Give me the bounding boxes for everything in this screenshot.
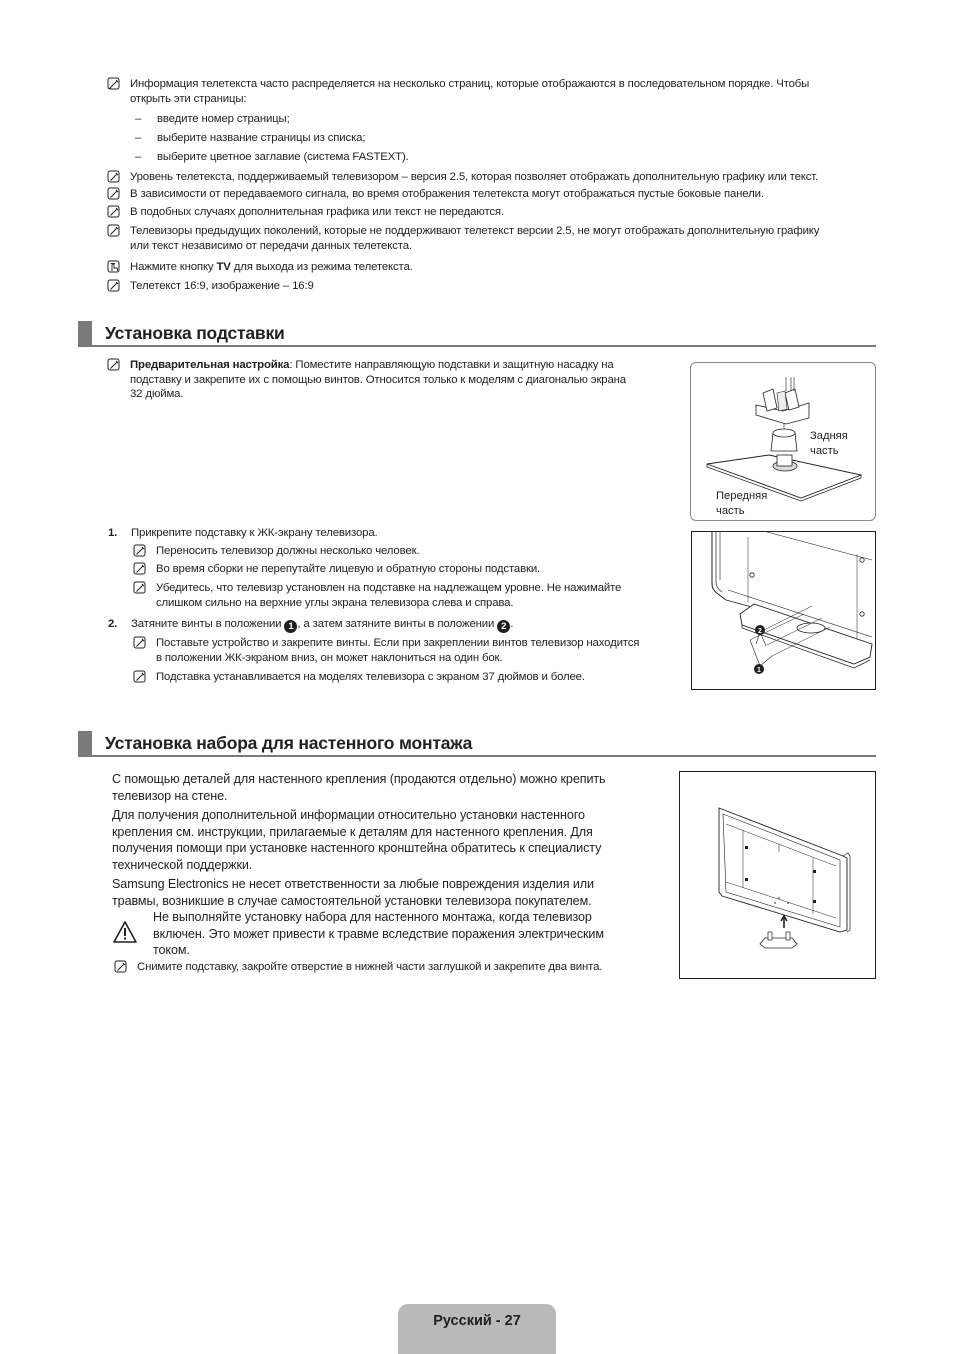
note-text-line: 32 дюйма. xyxy=(130,388,184,401)
note-side-panels xyxy=(107,187,764,202)
list-item-text: выберите цветное заглавие (система FASTEXT). xyxy=(157,151,409,163)
note-icon xyxy=(107,358,121,372)
section-title: Установка набора для настенного монтажа xyxy=(105,733,473,753)
note-icon xyxy=(133,636,147,650)
note-teletext-version xyxy=(107,170,818,185)
step-number: 1. xyxy=(108,527,118,539)
warning-icon xyxy=(112,920,138,944)
wall-mount-figure xyxy=(679,771,876,979)
note-preset xyxy=(107,358,626,402)
label-line: часть xyxy=(810,445,839,457)
stand-attach-illustration xyxy=(692,532,877,691)
note-text-line: слишком сильно на верхние углы экрана телевизора слева и справа. xyxy=(156,596,514,609)
dash-bullet: – xyxy=(135,151,142,163)
warning-line: током. xyxy=(153,943,190,957)
step-text-part: . xyxy=(510,618,514,630)
section-header-stand xyxy=(78,321,876,347)
label-line: Задняя xyxy=(810,430,848,442)
tv-button-label: TV xyxy=(216,261,231,273)
note-text: Телетекст 16:9, изображение – 16:9 xyxy=(130,280,314,292)
note-text: В подобных случаях дополнительная графика или текст не передаются. xyxy=(130,206,504,218)
position-1-marker: 1 xyxy=(757,667,761,674)
paragraph-line: С помощью деталей для настенного крепления (продаются отдельно) можно крепить xyxy=(112,772,606,786)
note-teletext-pages xyxy=(107,77,809,106)
note-icon xyxy=(107,170,121,184)
warning-text xyxy=(153,909,604,959)
step-text-part: Затяните винты в положении xyxy=(131,618,285,630)
note-bold-label: Предварительная настройка xyxy=(130,359,290,371)
note-icon xyxy=(107,77,121,91)
note-text-line: Информация телетекста часто распределяется на несколько страниц, которые отображаются в последовательном порядке. Чтобы xyxy=(130,78,810,90)
page-label: Русский - 27 xyxy=(433,1313,521,1329)
step-text xyxy=(131,617,513,633)
stand-assembly-figure xyxy=(690,362,876,521)
note-text-part: Нажмите кнопку xyxy=(130,261,217,273)
step-text: Прикрепите подставку к ЖК-экрану телевизора. xyxy=(131,527,378,539)
note-icon xyxy=(133,581,147,595)
note-text: В зависимости от передаваемого сигнала, во время отображения телетекста могут отображаться пустые боковые панели. xyxy=(130,188,764,200)
note-icon xyxy=(133,562,147,576)
note-icon xyxy=(133,544,147,558)
warning-line: включен. Это может привести к травме вследствие поражения электрическим xyxy=(153,926,604,941)
paragraph-line: технической поддержки. xyxy=(112,857,253,872)
note-old-tvs xyxy=(107,224,819,253)
note-orientation xyxy=(133,562,540,577)
label-back-part xyxy=(810,429,848,459)
note-text-line: открыть эти страницы: xyxy=(130,92,247,105)
label-front-part xyxy=(716,489,767,519)
label-line: Передняя xyxy=(716,490,768,502)
note-icon xyxy=(107,205,121,219)
note-text: Подставка устанавливается на моделях телевизора с экраном 37 дюймов и более. xyxy=(156,671,585,683)
list-item xyxy=(135,112,290,127)
note-carry xyxy=(133,544,419,559)
page-number-tab xyxy=(398,1304,556,1354)
note-no-graphics xyxy=(107,205,504,220)
paragraph-wall-mount-intro xyxy=(112,771,606,804)
note-text: Уровень телетекста, поддерживаемый телевизором – версия 2.5, которая позволяет отображать дополнительную графику или текст. xyxy=(130,171,819,183)
dash-bullet: – xyxy=(135,113,142,125)
paragraph-line: Для получения дополнительной информации относительно установки настенного xyxy=(112,808,585,822)
note-tv-button xyxy=(107,260,413,275)
note-text-line: или текст независимо от передачи данных телетекста. xyxy=(130,239,412,252)
paragraph-liability xyxy=(112,876,594,909)
note-text: Во время сборки не перепутайте лицевую и обратную стороны подставки. xyxy=(156,563,541,575)
position-2-marker: 2 xyxy=(758,628,762,635)
note-text-line: : Поместите направляющую подставки и защитную насадку на xyxy=(289,359,614,371)
note-icon xyxy=(114,960,128,974)
remote-button-icon xyxy=(107,260,121,274)
note-text-line: подставку и закрепите их с помощью винтов. Относится только к моделям с диагональю экрана xyxy=(130,373,626,386)
note-cover-hole xyxy=(114,960,602,975)
paragraph-line: телевизор на стене. xyxy=(112,788,228,803)
note-icon xyxy=(107,187,121,201)
section-marker xyxy=(78,731,92,756)
note-text: Переносить телевизор должны несколько человек. xyxy=(156,545,420,557)
paragraph-line: травмы, возникшие в случае самостоятельной установки телевизора покупателем. xyxy=(112,893,592,908)
section-marker xyxy=(78,321,92,346)
note-text-line: Телевизоры предыдущих поколений, которые не поддерживают телетекст версии 2.5, не могут отображать дополнительную графику xyxy=(130,225,820,237)
label-line: часть xyxy=(716,505,745,517)
wall-mount-illustration xyxy=(680,772,877,980)
position-1-badge: 1 xyxy=(284,620,297,633)
note-level xyxy=(133,581,621,610)
list-item-text: введите номер страницы; xyxy=(157,113,290,125)
section-title: Установка подставки xyxy=(105,323,285,343)
step-number: 2. xyxy=(108,618,118,630)
step-text-part: , а затем затяните винты в положении xyxy=(297,618,498,630)
paragraph-more-info xyxy=(112,807,601,873)
list-item xyxy=(135,150,409,165)
note-text-part: для выхода из режима телетекста. xyxy=(230,261,413,273)
note-icon xyxy=(107,279,121,293)
note-screws xyxy=(133,636,639,665)
paragraph-line: Samsung Electronics не несет ответственности за любые повреждения изделия или xyxy=(112,877,594,891)
list-item xyxy=(135,131,365,146)
dash-bullet: – xyxy=(135,132,142,144)
note-text-line: Убедитесь, что телевизр установлен на подставке на надлежащем уровне. Не нажимайте xyxy=(156,582,622,594)
note-text: Снимите подставку, закройте отверстие в нижней части заглушкой и закрепите два винта. xyxy=(137,961,603,973)
stand-attach-figure xyxy=(691,531,876,690)
note-icon xyxy=(107,224,121,238)
note-icon xyxy=(133,670,147,684)
paragraph-line: крепления см. инструкции, прилагаемые к деталям для настенного крепления. Для xyxy=(112,824,593,839)
note-size xyxy=(133,670,585,685)
warning-line: Не выполняйте установку набора для настенного монтажа, когда телевизор xyxy=(153,910,592,924)
note-text-line: в положении ЖК-экраном вниз, он может наклониться на один бок. xyxy=(156,651,503,664)
list-item-text: выберите название страницы из списка; xyxy=(157,132,366,144)
note-aspect xyxy=(107,279,314,294)
note-text-line: Поставьте устройство и закрепите винты. Если при закреплении винтов телевизор находится xyxy=(156,637,640,649)
section-header-wall-mount xyxy=(78,731,876,757)
paragraph-line: получения помощи при установке настенного кронштейна обратитесь к специалисту xyxy=(112,841,602,855)
position-2-badge: 2 xyxy=(497,620,510,633)
